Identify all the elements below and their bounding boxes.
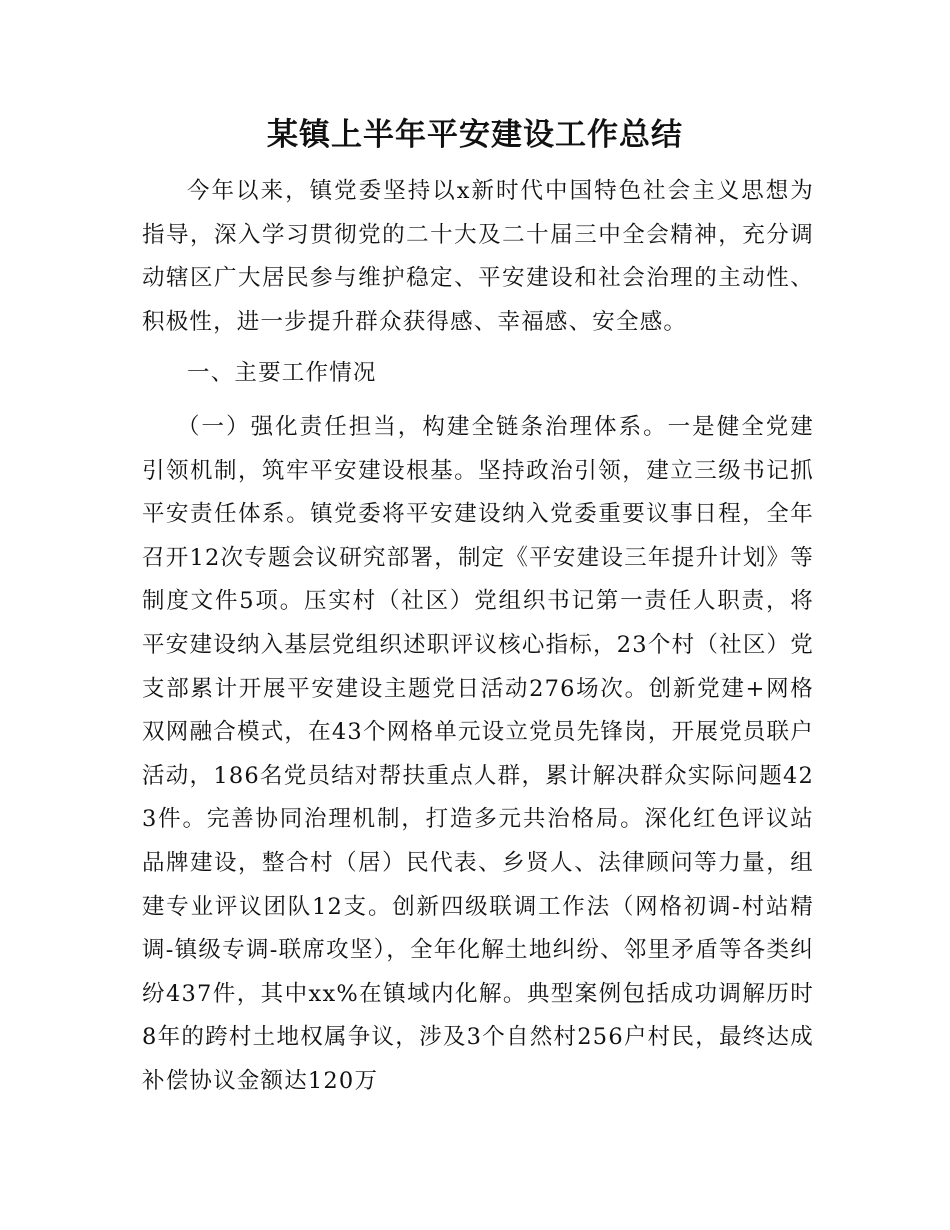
section-paragraph: （一）强化责任担当，构建全链条治理体系。一是健全党建引领机制，筑牢平安建设根基。坚持政治引领，建立三级书记抓平安责任体系。镇党委将平安建设纳入党委重要议事日程，全年召开12次专题会议研究部署，制定《平安建设三年提升计划》等制度文件5项。压实村（社区）党组织书记第一责任人职责，将平安建设纳入基层党组织述职评议核心指标，23个村（社区）党支部累计开展平安建设主题党日活动276场次。创新党建+网格双网融合模式，在43个网格单元设立党员先锋岗，开展党员联户活动，186名党员结对帮扶重点人群，累计解决群众实际问题423件。完善协同治理机制，打造多元共治格局。深化红色评议站品牌建设，整合村（居）民代表、乡贤人、法律顾问等力量，组建专业评议团队12支。创新四级联调工作法（网格初调-村站精调-镇级专调-联席攻坚），全年化解土地纠纷、邻里矛盾等各类纠纷437件，其中xx%在镇域内化解。典型案例包括成功调解历时8年的跨村土地权属争议，涉及3个自然村256户村民，最终达成补偿协议金额达120万 bbox=[142, 414, 814, 1094]
document-title: 某镇上半年平安建设工作总结 bbox=[267, 117, 683, 153]
section-heading: 一、主要工作情况 bbox=[187, 360, 377, 386]
intro-paragraph: 今年以来，镇党委坚持以x新时代中国特色社会主义思想为指导，深入学习贯彻党的二十大及二十届三中全会精神，充分调动辖区广大居民参与维护稳定、平安建设和社会治理的主动性、积极性，进一步提升群众获得感、幸福感、安全感。 bbox=[142, 178, 814, 335]
